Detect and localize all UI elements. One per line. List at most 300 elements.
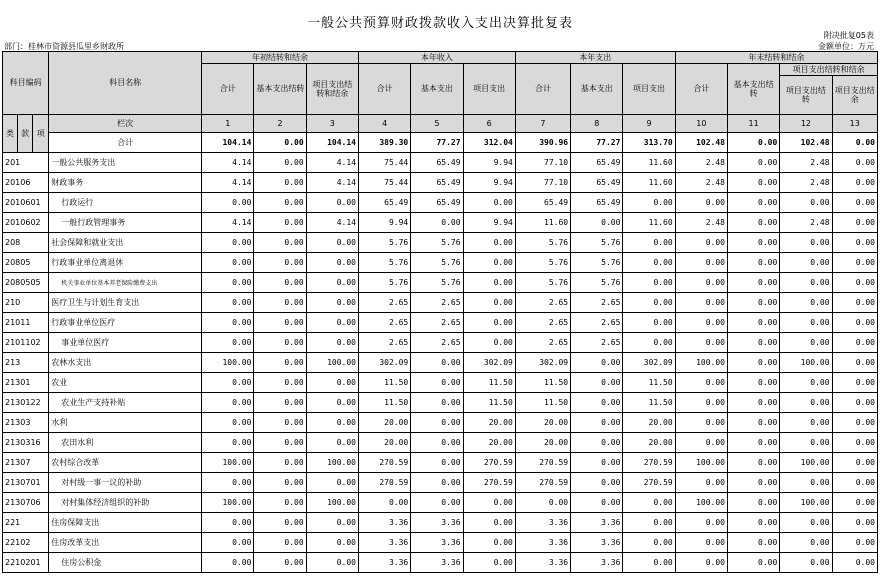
amount-cell: 0.00 (202, 412, 254, 432)
subject-name-text: 一般公共服务支出 (51, 157, 116, 167)
xiang-header: 项 (33, 115, 49, 153)
total-value: 389.30 (358, 132, 410, 152)
table-row (3, 452, 878, 472)
subject-name (49, 292, 202, 312)
amount-cell: 2.65 (358, 312, 410, 332)
amount-cell: 0.00 (254, 332, 306, 352)
amount-cell: 100.00 (202, 352, 254, 372)
subject-code: 21011 (3, 312, 49, 332)
column-number: 11 (727, 115, 779, 133)
col-header-basic-carry: 基本支出结转 (254, 64, 306, 115)
form-number: 附决批复05表 (823, 31, 874, 40)
amount-cell: 4.14 (202, 172, 254, 192)
amount-cell: 0.00 (623, 312, 675, 332)
lei-header: 类 (3, 115, 18, 153)
report-title: 一般公共预算财政拨款收入支出决算批复表 (306, 16, 573, 31)
amount-cell: 0.00 (832, 432, 877, 452)
amount-cell: 0.00 (832, 152, 877, 172)
amount-cell: 0.00 (832, 192, 877, 212)
amount-cell: 4.14 (202, 152, 254, 172)
total-value: 102.48 (780, 132, 832, 152)
amount-cell: 65.49 (358, 192, 410, 212)
subject-name-text: 住房保障支出 (51, 517, 100, 527)
amount-cell: 3.36 (358, 552, 410, 572)
subject-name (49, 492, 202, 512)
amount-cell: 0.00 (254, 512, 306, 532)
amount-cell: 0.00 (202, 372, 254, 392)
amount-cell: 0.00 (306, 252, 358, 272)
amount-cell: 3.36 (571, 512, 623, 532)
table-row (3, 252, 878, 272)
amount-cell: 0.00 (571, 452, 623, 472)
amount-cell: 302.09 (623, 352, 675, 372)
amount-cell: 3.36 (411, 532, 463, 552)
amount-cell: 11.50 (623, 372, 675, 392)
amount-cell: 2.65 (358, 292, 410, 312)
amount-cell: 11.60 (623, 172, 675, 192)
subject-code: 210 (3, 292, 49, 312)
subject-name (49, 392, 202, 412)
subject-name-text: 农林水支出 (51, 357, 92, 367)
amount-cell: 5.76 (358, 272, 410, 292)
amount-cell: 0.00 (254, 372, 306, 392)
amount-cell: 0.00 (202, 472, 254, 492)
amount-cell: 0.00 (832, 412, 877, 432)
amount-cell: 0.00 (571, 492, 623, 512)
amount-cell: 5.76 (358, 252, 410, 272)
amount-cell: 0.00 (254, 232, 306, 252)
amount-cell: 0.00 (254, 392, 306, 412)
amount-cell: 0.00 (411, 432, 463, 452)
unit-label: 金额单位：万元 (818, 42, 874, 51)
amount-cell: 0.00 (675, 272, 727, 292)
subject-name (49, 172, 202, 192)
subject-code: 2130316 (3, 432, 49, 452)
subject-name (49, 432, 202, 452)
amount-cell: 0.00 (727, 452, 779, 472)
amount-cell: 0.00 (254, 472, 306, 492)
amount-cell: 0.00 (571, 432, 623, 452)
amount-cell: 65.49 (411, 192, 463, 212)
amount-cell: 65.49 (571, 152, 623, 172)
amount-cell: 0.00 (202, 192, 254, 212)
amount-cell: 20.00 (623, 412, 675, 432)
lanci-label: 栏次 (49, 115, 202, 133)
amount-cell: 100.00 (675, 352, 727, 372)
amount-cell: 65.49 (411, 152, 463, 172)
amount-cell: 0.00 (780, 252, 832, 272)
amount-cell: 0.00 (202, 252, 254, 272)
amount-cell: 0.00 (202, 232, 254, 252)
amount-cell: 0.00 (727, 432, 779, 452)
amount-cell: 0.00 (411, 492, 463, 512)
amount-cell: 0.00 (463, 532, 515, 552)
subject-name-text: 农田水利 (61, 437, 94, 447)
amount-cell: 0.00 (254, 272, 306, 292)
amount-cell: 0.00 (727, 412, 779, 432)
amount-cell: 2.48 (780, 212, 832, 232)
amount-cell: 5.76 (411, 272, 463, 292)
amount-cell: 0.00 (832, 312, 877, 332)
amount-cell: 0.00 (780, 512, 832, 532)
column-number: 4 (358, 115, 410, 133)
amount-cell: 0.00 (254, 252, 306, 272)
amount-cell: 5.76 (571, 232, 623, 252)
amount-cell: 0.00 (675, 192, 727, 212)
amount-cell: 9.94 (463, 172, 515, 192)
table-row (3, 212, 878, 232)
amount-cell: 0.00 (727, 512, 779, 532)
amount-cell: 0.00 (463, 272, 515, 292)
amount-cell: 2.65 (571, 292, 623, 312)
amount-cell: 0.00 (780, 412, 832, 432)
amount-cell: 2.48 (780, 152, 832, 172)
amount-cell: 0.00 (780, 332, 832, 352)
amount-cell: 0.00 (780, 532, 832, 552)
col-header-project-carry: 项目支出结转和结余 (306, 64, 358, 115)
amount-cell: 0.00 (571, 212, 623, 232)
column-number: 12 (780, 115, 832, 133)
amount-cell: 0.00 (202, 272, 254, 292)
subject-name-text: 机关事业单位基本养老保险缴费支出 (61, 279, 158, 287)
amount-cell: 0.00 (463, 312, 515, 332)
amount-cell: 0.00 (463, 492, 515, 512)
amount-cell: 270.59 (515, 452, 570, 472)
amount-cell: 0.00 (727, 272, 779, 292)
amount-cell: 0.00 (675, 392, 727, 412)
amount-cell: 0.00 (463, 552, 515, 572)
expense-header: 本年支出 (515, 52, 675, 64)
amount-cell: 0.00 (202, 392, 254, 412)
amount-cell: 0.00 (727, 172, 779, 192)
table-row (3, 552, 878, 572)
amount-cell: 0.00 (727, 332, 779, 352)
table-row (3, 292, 878, 312)
amount-cell: 100.00 (202, 492, 254, 512)
amount-cell: 2.48 (675, 172, 727, 192)
col-header-project-exp: 项目支出 (623, 64, 675, 115)
amount-cell: 0.00 (202, 432, 254, 452)
column-number: 8 (571, 115, 623, 133)
amount-cell: 0.00 (254, 152, 306, 172)
amount-cell: 9.94 (358, 212, 410, 232)
amount-cell: 2.65 (358, 332, 410, 352)
subject-code: 2080505 (3, 272, 49, 292)
amount-cell: 0.00 (727, 492, 779, 512)
amount-cell: 5.76 (411, 252, 463, 272)
amount-cell: 0.00 (832, 492, 877, 512)
col-header-proj-carry: 项目支出结转 (780, 76, 832, 115)
amount-cell: 0.00 (623, 292, 675, 312)
amount-cell: 0.00 (411, 472, 463, 492)
amount-cell: 20.00 (515, 432, 570, 452)
amount-cell: 100.00 (675, 452, 727, 472)
amount-cell: 0.00 (832, 372, 877, 392)
total-value: 102.48 (675, 132, 727, 152)
amount-cell: 11.50 (515, 392, 570, 412)
amount-cell: 0.00 (780, 292, 832, 312)
column-number: 6 (463, 115, 515, 133)
subject-code: 2130701 (3, 472, 49, 492)
amount-cell: 0.00 (411, 412, 463, 432)
amount-cell: 20.00 (623, 432, 675, 452)
table-row (3, 472, 878, 492)
amount-cell: 0.00 (780, 472, 832, 492)
amount-cell: 0.00 (571, 412, 623, 432)
amount-cell: 0.00 (623, 332, 675, 352)
amount-cell: 3.36 (515, 552, 570, 572)
amount-cell: 0.00 (727, 152, 779, 172)
col-header-basic-carry: 基本支出结转 (727, 64, 779, 115)
subject-code: 213 (3, 352, 49, 372)
amount-cell: 0.00 (623, 512, 675, 532)
amount-cell: 0.00 (675, 292, 727, 312)
subject-name (49, 412, 202, 432)
amount-cell: 0.00 (254, 172, 306, 192)
subject-name-text: 社会保障和就业支出 (51, 237, 124, 247)
table-row (3, 512, 878, 532)
amount-cell: 4.14 (306, 152, 358, 172)
amount-cell: 0.00 (727, 212, 779, 232)
column-number: 1 (202, 115, 254, 133)
total-row (3, 132, 878, 152)
amount-cell: 20.00 (463, 412, 515, 432)
col-header-proj-surplus: 项目支出结余 (832, 76, 877, 115)
subject-code: 221 (3, 512, 49, 532)
col-header-basic-exp: 基本支出 (571, 64, 623, 115)
subject-code: 21301 (3, 372, 49, 392)
amount-cell: 100.00 (780, 492, 832, 512)
amount-cell: 20.00 (358, 412, 410, 432)
amount-cell: 0.00 (832, 252, 877, 272)
amount-cell: 65.49 (515, 192, 570, 212)
budget-table (2, 51, 878, 573)
amount-cell: 0.00 (675, 412, 727, 432)
column-number: 10 (675, 115, 727, 133)
amount-cell: 4.14 (306, 212, 358, 232)
amount-cell: 4.14 (306, 172, 358, 192)
amount-cell: 2.48 (675, 212, 727, 232)
amount-cell: 0.00 (202, 532, 254, 552)
amount-cell: 0.00 (306, 412, 358, 432)
col-header-project-exp: 项目支出 (463, 64, 515, 115)
subject-name-text: 行政运行 (61, 197, 94, 207)
amount-cell: 11.50 (515, 372, 570, 392)
amount-cell: 0.00 (675, 432, 727, 452)
amount-cell: 65.49 (571, 172, 623, 192)
amount-cell: 302.09 (463, 352, 515, 372)
amount-cell: 3.36 (358, 512, 410, 532)
amount-cell: 0.00 (832, 472, 877, 492)
subject-name-text: 事业单位医疗 (61, 337, 110, 347)
amount-cell: 0.00 (675, 552, 727, 572)
table-row (3, 232, 878, 252)
amount-cell: 3.36 (571, 532, 623, 552)
col-header-total: 合计 (358, 64, 410, 115)
amount-cell: 100.00 (202, 452, 254, 472)
amount-cell: 270.59 (358, 472, 410, 492)
amount-cell: 9.94 (463, 152, 515, 172)
amount-cell: 3.36 (571, 552, 623, 572)
amount-cell: 2.65 (515, 312, 570, 332)
amount-cell: 0.00 (623, 272, 675, 292)
table-row (3, 272, 878, 292)
amount-cell: 0.00 (306, 392, 358, 412)
amount-cell: 0.00 (306, 512, 358, 532)
total-value: 0.00 (832, 132, 877, 152)
amount-cell: 3.36 (411, 512, 463, 532)
amount-cell: 11.50 (623, 392, 675, 412)
amount-cell: 77.10 (515, 152, 570, 172)
subject-name (49, 452, 202, 472)
amount-cell: 0.00 (675, 532, 727, 552)
amount-cell: 0.00 (463, 332, 515, 352)
subject-name-text: 住房改革支出 (51, 537, 100, 547)
subject-code: 2101102 (3, 332, 49, 352)
amount-cell: 302.09 (358, 352, 410, 372)
amount-cell: 0.00 (780, 372, 832, 392)
column-number: 9 (623, 115, 675, 133)
col-header-basic-exp: 基本支出 (411, 64, 463, 115)
subject-name (49, 332, 202, 352)
end-project-group-header: 项目支出结转和结余 (780, 64, 878, 76)
amount-cell: 2.65 (515, 292, 570, 312)
begin-balance-header: 年初结转和结余 (202, 52, 359, 64)
amount-cell: 0.00 (832, 292, 877, 312)
kuan-header: 款 (18, 115, 33, 153)
subject-name (49, 212, 202, 232)
amount-cell: 0.00 (675, 472, 727, 492)
amount-cell: 0.00 (832, 232, 877, 252)
amount-cell: 0.00 (306, 292, 358, 312)
amount-cell: 0.00 (306, 332, 358, 352)
subject-name (49, 192, 202, 212)
table-row (3, 392, 878, 412)
amount-cell: 77.10 (515, 172, 570, 192)
amount-cell: 0.00 (832, 452, 877, 472)
subject-name-header: 科目名称 (49, 52, 202, 115)
column-number-row (3, 115, 878, 133)
subject-name-text: 财政事务 (51, 177, 84, 187)
subject-name-text: 行政事业单位医疗 (51, 317, 116, 327)
amount-cell: 0.00 (463, 292, 515, 312)
subject-name-text: 对村集体经济组织的补助 (61, 497, 150, 507)
subject-code: 20106 (3, 172, 49, 192)
amount-cell: 11.60 (515, 212, 570, 232)
amount-cell: 0.00 (411, 212, 463, 232)
total-value: 313.70 (623, 132, 675, 152)
amount-cell: 4.14 (202, 212, 254, 232)
amount-cell: 0.00 (254, 352, 306, 372)
column-number: 7 (515, 115, 570, 133)
amount-cell: 75.44 (358, 152, 410, 172)
subject-name (49, 152, 202, 172)
amount-cell: 0.00 (675, 232, 727, 252)
amount-cell: 0.00 (780, 272, 832, 292)
table-row (3, 492, 878, 512)
subject-code: 2130706 (3, 492, 49, 512)
total-value: 390.96 (515, 132, 570, 152)
table-row (3, 312, 878, 332)
subject-name (49, 552, 202, 572)
amount-cell: 100.00 (675, 492, 727, 512)
amount-cell: 0.00 (411, 392, 463, 412)
amount-cell: 0.00 (780, 312, 832, 332)
department-label: 部门：桂林市资源县瓜里乡财政所 (4, 42, 124, 51)
amount-cell: 270.59 (358, 452, 410, 472)
amount-cell: 0.00 (727, 392, 779, 412)
amount-cell: 20.00 (463, 432, 515, 452)
amount-cell: 0.00 (306, 312, 358, 332)
amount-cell: 11.50 (463, 372, 515, 392)
total-value: 0.00 (727, 132, 779, 152)
table-row (3, 332, 878, 352)
table-row (3, 172, 878, 192)
amount-cell: 0.00 (832, 332, 877, 352)
amount-cell: 0.00 (254, 452, 306, 472)
total-value: 77.27 (571, 132, 623, 152)
amount-cell: 5.76 (515, 232, 570, 252)
amount-cell: 11.50 (463, 392, 515, 412)
total-value: 0.00 (254, 132, 306, 152)
col-header-total: 合计 (675, 64, 727, 115)
income-header: 本年收入 (358, 52, 515, 64)
amount-cell: 2.65 (571, 312, 623, 332)
amount-cell: 100.00 (306, 492, 358, 512)
amount-cell: 2.65 (515, 332, 570, 352)
total-value: 104.14 (306, 132, 358, 152)
amount-cell: 11.50 (358, 372, 410, 392)
amount-cell: 0.00 (675, 372, 727, 392)
amount-cell: 0.00 (675, 252, 727, 272)
amount-cell: 0.00 (727, 292, 779, 312)
amount-cell: 0.00 (623, 252, 675, 272)
amount-cell: 270.59 (463, 472, 515, 492)
subject-name-text: 行政事业单位离退休 (51, 257, 124, 267)
subject-name (49, 472, 202, 492)
table-row (3, 412, 878, 432)
subject-name (49, 272, 202, 292)
column-number: 3 (306, 115, 358, 133)
subject-name (49, 372, 202, 392)
amount-cell: 0.00 (202, 292, 254, 312)
total-value: 312.04 (463, 132, 515, 152)
amount-cell: 11.60 (623, 212, 675, 232)
amount-cell: 2.65 (411, 332, 463, 352)
col-header-total: 合计 (202, 64, 254, 115)
subject-name (49, 512, 202, 532)
amount-cell: 0.00 (254, 312, 306, 332)
amount-cell: 0.00 (306, 192, 358, 212)
amount-cell: 100.00 (306, 352, 358, 372)
subject-code: 2130122 (3, 392, 49, 412)
table-row (3, 192, 878, 212)
table-row (3, 372, 878, 392)
amount-cell: 0.00 (358, 492, 410, 512)
amount-cell: 0.00 (623, 492, 675, 512)
amount-cell: 0.00 (832, 532, 877, 552)
end-balance-header: 年末结转和结余 (675, 52, 877, 64)
table-row (3, 432, 878, 452)
amount-cell: 0.00 (306, 432, 358, 452)
amount-cell: 5.76 (571, 272, 623, 292)
subject-name-text: 一般行政管理事务 (61, 217, 126, 227)
amount-cell: 2.65 (411, 292, 463, 312)
amount-cell: 11.50 (358, 392, 410, 412)
amount-cell: 0.00 (727, 352, 779, 372)
amount-cell: 0.00 (463, 192, 515, 212)
amount-cell: 0.00 (254, 532, 306, 552)
